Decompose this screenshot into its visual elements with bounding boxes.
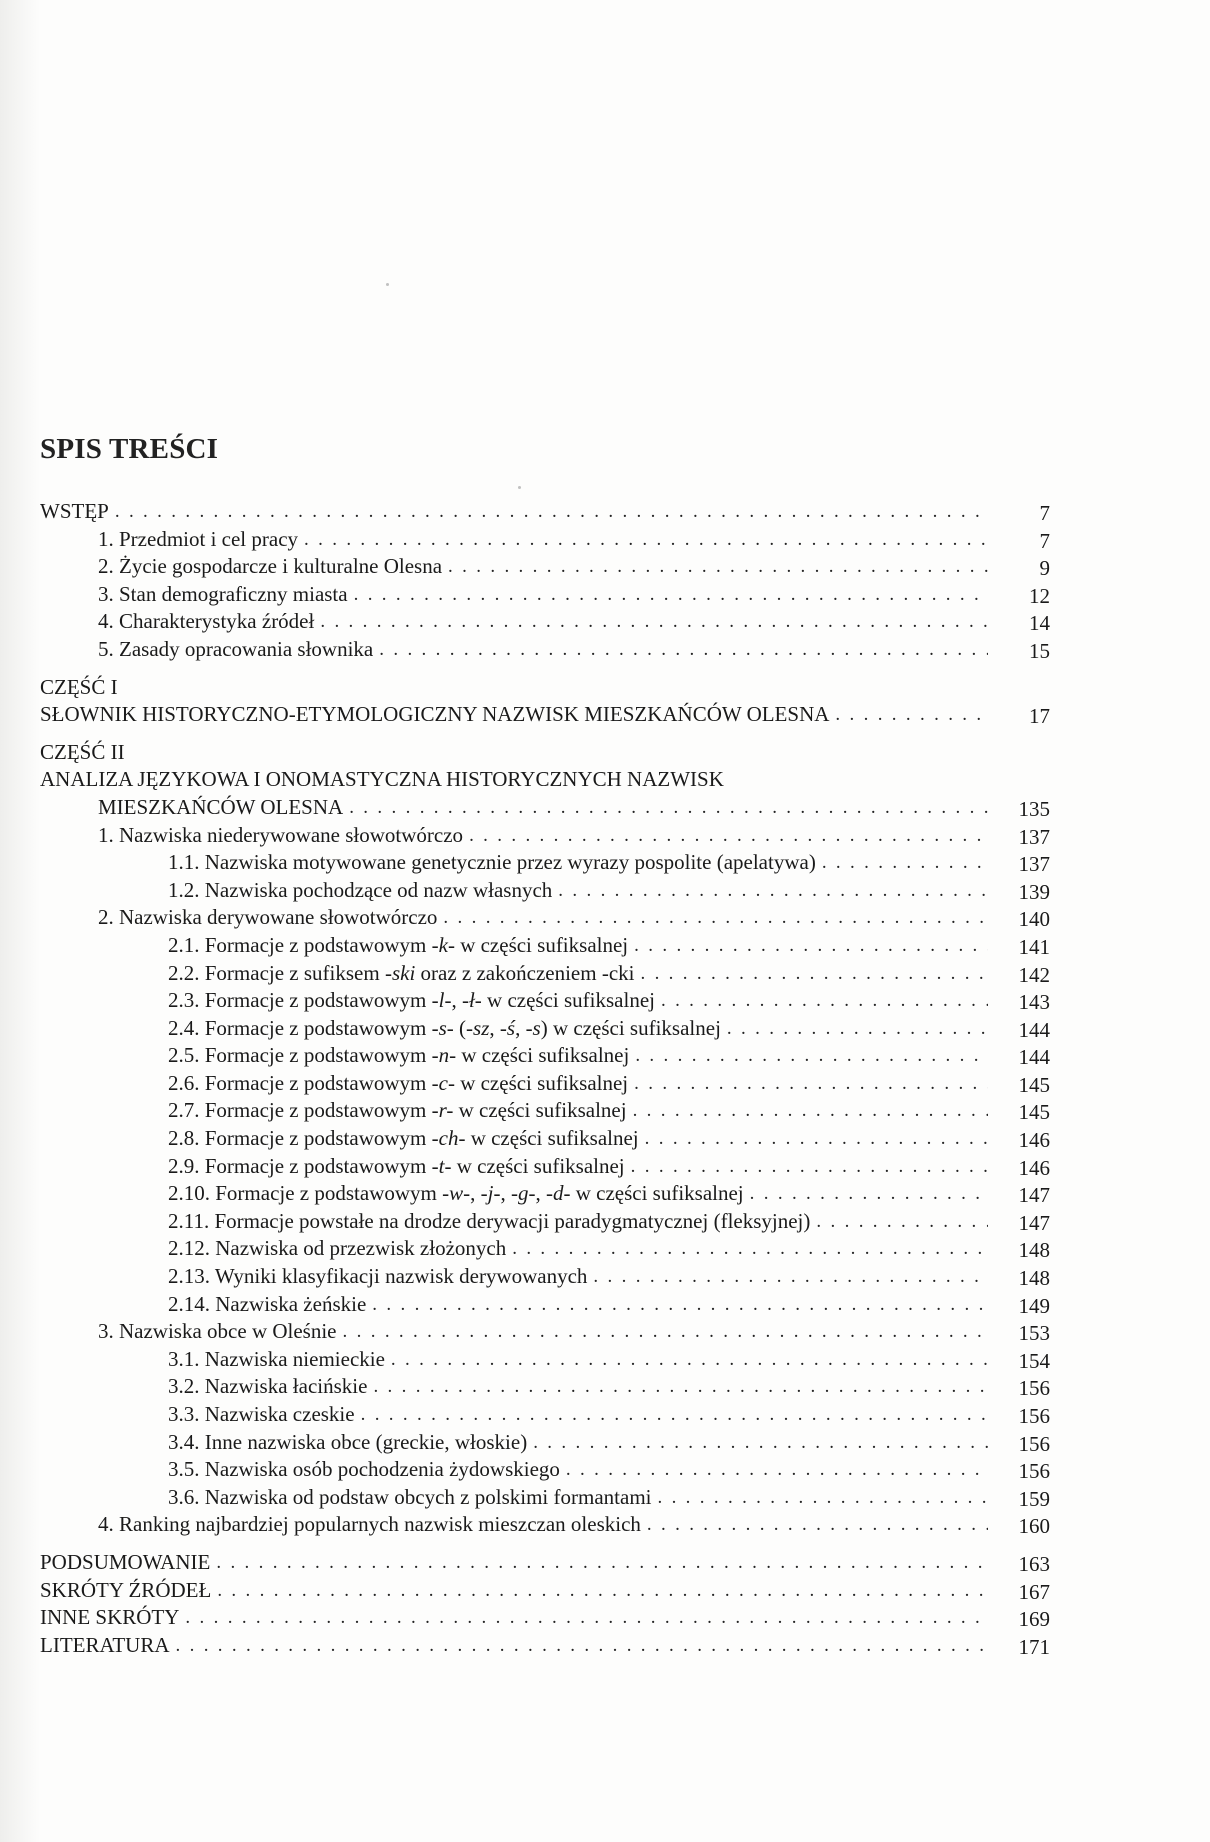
toc-entry-leader	[168, 1373, 1050, 1401]
toc-page-number: 153	[990, 1320, 1050, 1348]
toc-entry[interactable]	[40, 1070, 1050, 1098]
toc-entry[interactable]	[40, 1429, 1050, 1457]
toc-entry[interactable]	[40, 987, 1050, 1015]
dot-leader	[176, 1632, 989, 1660]
toc-entry[interactable]	[40, 581, 1050, 609]
toc-entry-leader	[168, 1235, 1050, 1263]
toc-page-number: 145	[990, 1099, 1050, 1127]
dot-leader	[634, 1070, 988, 1098]
toc-page-number: 146	[990, 1127, 1050, 1155]
toc-entry-label: 2.2. Formacje z sufiksem -ski oraz z zakończeniem -cki	[168, 960, 640, 988]
toc-page-number: 142	[990, 962, 1050, 990]
toc-page-number: 140	[990, 906, 1050, 934]
toc-entry[interactable]	[40, 498, 1050, 526]
toc-entry[interactable]	[40, 1208, 1050, 1236]
toc-entry-leader	[98, 553, 1050, 581]
dot-leader	[533, 1429, 988, 1457]
toc-entry-leader	[98, 636, 1050, 664]
toc-entry-label: 2. Nazwiska derywowane słowotwórczo	[98, 904, 443, 932]
toc-entry[interactable]	[40, 822, 1050, 850]
toc-entry-leader	[168, 1484, 1050, 1512]
dot-leader	[379, 636, 988, 664]
toc-page-number: 14	[990, 610, 1050, 638]
dot-leader	[822, 849, 988, 877]
toc-entry-label: 3.5. Nazwiska osób pochodzenia żydowskiego	[168, 1456, 566, 1484]
dot-leader	[391, 1346, 988, 1374]
toc-page-number: 137	[990, 824, 1050, 852]
dot-leader	[373, 1373, 988, 1401]
toc-entry-label: 2.5. Formacje z podstawowym -n- w części sufiksalnej	[168, 1042, 635, 1070]
toc-entry-leader	[40, 498, 1050, 526]
toc-entry-label: 3.1. Nazwiska niemieckie	[168, 1346, 391, 1374]
toc-page-number: 139	[990, 879, 1050, 907]
toc-entry[interactable]	[40, 1484, 1050, 1512]
toc-page-number: 135	[990, 796, 1050, 824]
dot-leader	[448, 553, 988, 581]
dot-leader	[633, 1097, 988, 1125]
toc-entry-leader	[168, 1125, 1050, 1153]
toc-entry-leader	[98, 581, 1050, 609]
toc-entry-leader	[168, 1042, 1050, 1070]
toc-entry[interactable]	[40, 1042, 1050, 1070]
toc-entry-leader	[168, 1208, 1050, 1236]
toc-page-number: 169	[990, 1606, 1050, 1634]
toc-entry-leader	[98, 608, 1050, 636]
toc-entry-label: 2.8. Formacje z podstawowym -ch- w części sufiksalnej	[168, 1125, 645, 1153]
toc-entry[interactable]	[40, 1511, 1050, 1539]
toc-page-number: 167	[990, 1579, 1050, 1607]
toc-entry-leader	[168, 960, 1050, 988]
toc-entry-leader	[168, 1456, 1050, 1484]
dot-leader	[443, 904, 988, 932]
page-title: SPIS TREŚCI	[40, 433, 219, 465]
toc-entry-label: 2.10. Formacje z podstawowym -w-, -j-, -g-, -d- w części sufiksalnej	[168, 1180, 750, 1208]
toc-page-number: 7	[990, 500, 1050, 528]
toc-entry-leader	[168, 877, 1050, 905]
toc-entry-label: 1. Nazwiska niederywowane słowotwórczo	[98, 822, 469, 850]
dot-leader	[727, 1015, 988, 1043]
toc-entry-leader	[98, 904, 1050, 932]
toc-entry[interactable]	[40, 1632, 1050, 1660]
dot-leader	[835, 701, 988, 729]
toc-entry[interactable]	[40, 701, 1050, 729]
toc-entry[interactable]	[40, 1373, 1050, 1401]
toc-page-number: 9	[990, 555, 1050, 583]
toc-entry[interactable]	[40, 1097, 1050, 1125]
toc-entry-leader	[168, 1097, 1050, 1125]
toc-page-number: 144	[990, 1044, 1050, 1072]
dot-leader	[657, 1484, 988, 1512]
dot-leader	[512, 1235, 988, 1263]
dot-leader	[343, 1318, 988, 1346]
dot-leader	[115, 498, 988, 526]
toc-entry-label: 2. Życie gospodarcze i kulturalne Olesna	[98, 553, 448, 581]
page-edge-shadow	[0, 0, 40, 1842]
dot-leader	[217, 1577, 988, 1605]
toc-entry[interactable]	[40, 904, 1050, 932]
toc-entry-label: 1. Przedmiot i cel pracy	[98, 526, 304, 554]
toc-entry-leader	[168, 1153, 1050, 1181]
toc-entry-leader	[168, 849, 1050, 877]
toc-entry-label: ANALIZA JĘZYKOWA I ONOMASTYCZNA HISTORYCZNYCH NAZWISK	[40, 766, 730, 794]
toc-entry[interactable]	[40, 932, 1050, 960]
toc-entry	[40, 766, 1050, 794]
toc-entry-leader	[168, 1070, 1050, 1098]
toc-entry-label: 1.1. Nazwiska motywowane genetycznie przez wyrazy pospolite (apelatywa)	[168, 849, 822, 877]
toc-entry-leader	[168, 1015, 1050, 1043]
toc-page-number: 141	[990, 934, 1050, 962]
toc-entry-label: INNE SKRÓTY	[40, 1604, 185, 1632]
toc-part-heading	[40, 739, 1050, 767]
toc-entry-label: 4. Ranking najbardziej popularnych nazwisk mieszczan oleskich	[98, 1511, 647, 1539]
toc-entry[interactable]	[40, 526, 1050, 554]
dot-leader	[816, 1208, 988, 1236]
dot-leader	[469, 822, 988, 850]
toc-entry-label: 3. Nazwiska obce w Oleśnie	[98, 1318, 343, 1346]
dot-leader	[640, 960, 988, 988]
toc-page-number: 147	[990, 1210, 1050, 1238]
toc-page-number: 137	[990, 851, 1050, 879]
toc-entry[interactable]	[40, 1153, 1050, 1181]
toc-page-number: 15	[990, 638, 1050, 666]
toc-entry-leader	[98, 822, 1050, 850]
toc-entry-label: WSTĘP	[40, 498, 115, 526]
toc-entry[interactable]	[40, 794, 1050, 822]
toc-page-number: 149	[990, 1293, 1050, 1321]
toc-entry-leader	[98, 526, 1050, 554]
toc-entry-leader	[40, 701, 1050, 729]
toc-entry-leader	[168, 987, 1050, 1015]
toc-page-number: 148	[990, 1237, 1050, 1265]
toc-entry-label: PODSUMOWANIE	[40, 1549, 216, 1577]
toc-entry[interactable]	[40, 1291, 1050, 1319]
toc-entry-label: CZĘŚĆ II	[40, 739, 131, 767]
dot-leader	[372, 1291, 988, 1319]
toc-page-number: 12	[990, 583, 1050, 611]
toc-entry-label: 5. Zasady opracowania słownika	[98, 636, 379, 664]
toc-entry[interactable]	[40, 1604, 1050, 1632]
toc-entry-label: 2.4. Formacje z podstawowym -s- (-sz, -ś, -s) w części sufiksalnej	[168, 1015, 727, 1043]
toc-entry-leader	[168, 1346, 1050, 1374]
toc-entry-label: MIESZKAŃCÓW OLESNA	[98, 794, 349, 822]
toc-entry-label: LITERATURA	[40, 1632, 176, 1660]
toc-entry-leader	[40, 739, 1050, 767]
toc-entry-leader	[40, 766, 1050, 794]
toc-entry[interactable]	[40, 1549, 1050, 1577]
toc-entry-leader	[40, 1577, 1050, 1605]
toc-entry[interactable]	[40, 960, 1050, 988]
dot-leader	[631, 1153, 988, 1181]
toc-entry-label: 2.7. Formacje z podstawowym -r- w części sufiksalnej	[168, 1097, 633, 1125]
toc-entry[interactable]	[40, 1346, 1050, 1374]
toc-entry[interactable]	[40, 608, 1050, 636]
toc-page-number: 156	[990, 1375, 1050, 1403]
toc-entry-label: 2.12. Nazwiska od przezwisk złożonych	[168, 1235, 512, 1263]
toc-entry-label: 2.13. Wyniki klasyfikacji nazwisk derywowanych	[168, 1263, 593, 1291]
toc-page-number: 159	[990, 1486, 1050, 1514]
toc-entry-label: CZĘŚĆ I	[40, 674, 124, 702]
dot-leader	[558, 877, 988, 905]
dot-leader	[750, 1180, 988, 1208]
toc-entry-leader	[168, 1291, 1050, 1319]
toc-page-number: 145	[990, 1072, 1050, 1100]
toc-entry[interactable]	[40, 1125, 1050, 1153]
dot-leader	[634, 932, 988, 960]
toc-entry-leader	[168, 1263, 1050, 1291]
toc-entry-leader	[40, 1604, 1050, 1632]
dot-leader	[354, 581, 988, 609]
toc-entry-label: SŁOWNIK HISTORYCZNO-ETYMOLOGICZNY NAZWISK MIESZKAŃCÓW OLESNA	[40, 701, 835, 729]
dot-leader	[320, 608, 988, 636]
dot-leader	[645, 1125, 988, 1153]
toc-entry[interactable]	[40, 1318, 1050, 1346]
toc-entry[interactable]	[40, 1263, 1050, 1291]
dot-leader	[185, 1604, 988, 1632]
toc-entry-label: 2.6. Formacje z podstawowym -c- w części sufiksalnej	[168, 1070, 634, 1098]
toc-entry-label: 3.2. Nazwiska łacińskie	[168, 1373, 373, 1401]
toc-entry-label: 4. Charakterystyka źródeł	[98, 608, 320, 636]
toc-page-number: 156	[990, 1458, 1050, 1486]
toc-entry[interactable]	[40, 877, 1050, 905]
toc-page-number: 17	[990, 703, 1050, 731]
toc-part-heading	[40, 674, 1050, 702]
toc-entry[interactable]	[40, 849, 1050, 877]
toc-entry[interactable]	[40, 553, 1050, 581]
toc-entry[interactable]	[40, 1401, 1050, 1429]
toc-entry-label: 3.6. Nazwiska od podstaw obcych z polskimi formantami	[168, 1484, 657, 1512]
toc-page-number: 147	[990, 1182, 1050, 1210]
table-of-contents	[40, 498, 1050, 1659]
toc-entry-leader	[98, 794, 1050, 822]
toc-entry-label: 3.4. Inne nazwiska obce (greckie, włoskie)	[168, 1429, 533, 1457]
toc-entry-label: 2.14. Nazwiska żeńskie	[168, 1291, 372, 1319]
toc-entry[interactable]	[40, 1577, 1050, 1605]
dot-leader	[349, 794, 988, 822]
toc-entry-leader	[168, 1401, 1050, 1429]
dot-leader	[635, 1042, 988, 1070]
toc-page-number: 154	[990, 1348, 1050, 1376]
toc-entry-label: 2.1. Formacje z podstawowym -k- w części sufiksalnej	[168, 932, 634, 960]
dot-leader	[304, 526, 988, 554]
toc-entry[interactable]	[40, 636, 1050, 664]
toc-page-number: 143	[990, 989, 1050, 1017]
toc-page-number: 144	[990, 1017, 1050, 1045]
toc-entry-leader	[98, 1318, 1050, 1346]
toc-entry[interactable]	[40, 1456, 1050, 1484]
toc-entry-leader	[98, 1511, 1050, 1539]
dot-leader	[730, 766, 988, 794]
toc-entry[interactable]	[40, 1180, 1050, 1208]
toc-entry-leader	[40, 674, 1050, 702]
toc-page-number: 7	[990, 528, 1050, 556]
dot-leader	[647, 1511, 988, 1539]
toc-entry-label: SKRÓTY ŹRÓDEŁ	[40, 1577, 217, 1605]
paper-speck	[386, 283, 389, 286]
dot-leader	[216, 1549, 988, 1577]
toc-page-number: 146	[990, 1155, 1050, 1183]
toc-entry[interactable]	[40, 1015, 1050, 1043]
toc-entry[interactable]	[40, 1235, 1050, 1263]
toc-entry-leader	[168, 1429, 1050, 1457]
toc-entry-leader	[40, 1549, 1050, 1577]
toc-entry-label: 3. Stan demograficzny miasta	[98, 581, 354, 609]
toc-page-number: 160	[990, 1513, 1050, 1541]
toc-page-number: 163	[990, 1551, 1050, 1579]
toc-entry-label: 2.11. Formacje powstałe na drodze derywacji paradygmatycznej (fleksyjnej)	[168, 1208, 816, 1236]
dot-leader	[661, 987, 988, 1015]
toc-page-number: 156	[990, 1403, 1050, 1431]
toc-entry-label: 1.2. Nazwiska pochodzące od nazw własnych	[168, 877, 558, 905]
dot-leader	[131, 739, 988, 767]
toc-entry-leader	[40, 1632, 1050, 1660]
toc-entry-label: 2.3. Formacje z podstawowym -l-, -ł- w części sufiksalnej	[168, 987, 661, 1015]
toc-entry-label: 3.3. Nazwiska czeskie	[168, 1401, 361, 1429]
toc-entry-label: 2.9. Formacje z podstawowym -t- w części sufiksalnej	[168, 1153, 631, 1181]
toc-page-number: 148	[990, 1265, 1050, 1293]
dot-leader	[361, 1401, 988, 1429]
toc-page-number: 156	[990, 1431, 1050, 1459]
paper-speck	[518, 486, 521, 489]
dot-leader	[566, 1456, 988, 1484]
dot-leader	[593, 1263, 988, 1291]
toc-entry-leader	[168, 1180, 1050, 1208]
dot-leader	[124, 674, 988, 702]
toc-entry-leader	[168, 932, 1050, 960]
toc-page-number: 171	[990, 1634, 1050, 1662]
